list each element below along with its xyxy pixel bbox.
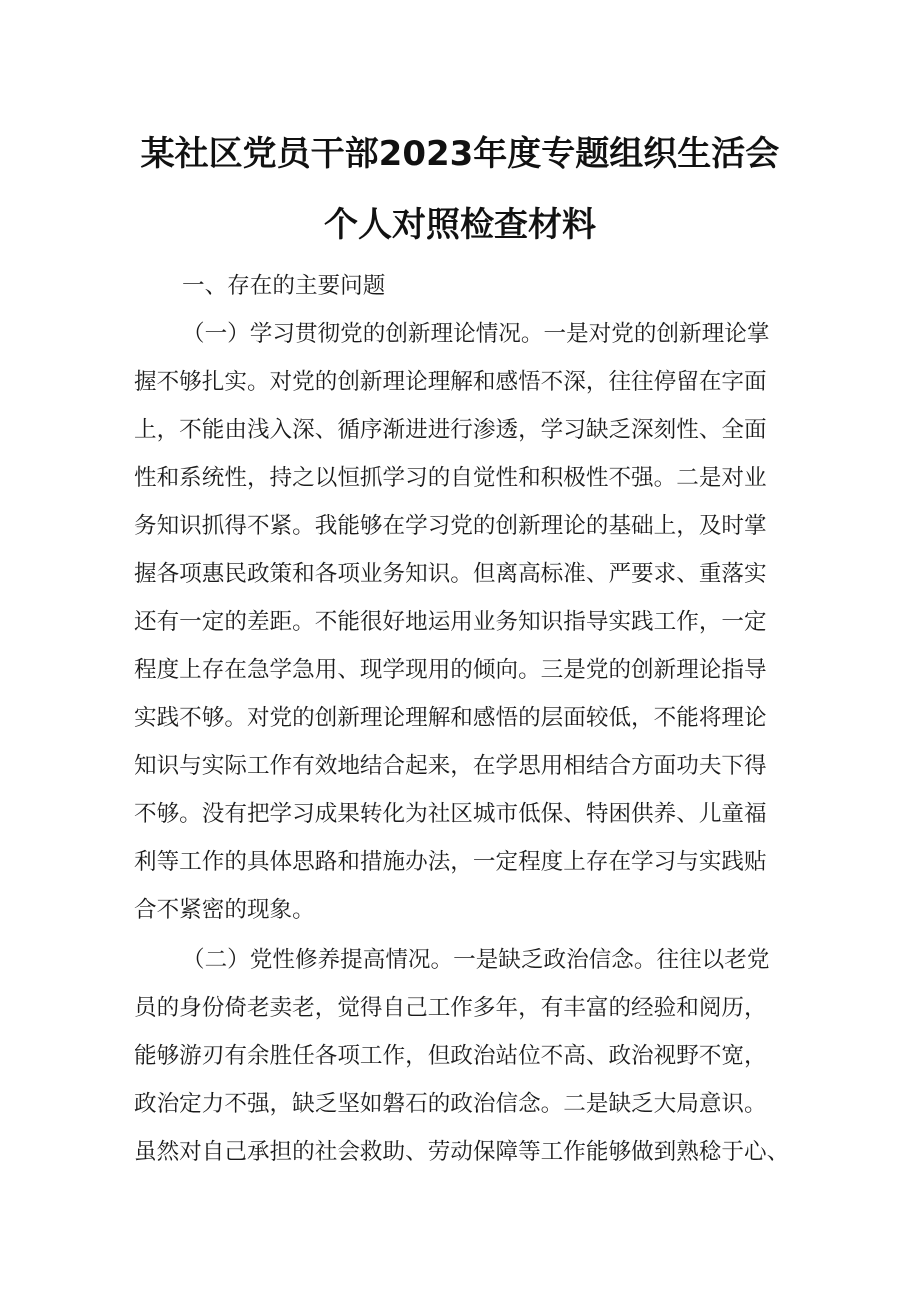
paragraph-1-line: 程度上存在急学急用、现学现用的倾向。三是党的创新理论指导 <box>134 657 767 683</box>
document-title-line-2: 个人对照检查材料 <box>324 205 596 245</box>
paragraph-1-line: 合不紧密的现象。 <box>134 897 315 923</box>
section-heading: 一、存在的主要问题 <box>182 273 386 299</box>
paragraph-2-line: 员的身份倚老卖老，觉得自己工作多年，有丰富的经验和阅历， <box>134 995 767 1021</box>
paragraph-1-line: 上，不能由浅入深、循序渐进进行渗透，学习缺乏深刻性、全面 <box>134 417 767 443</box>
paragraph-1-line: 知识与实际工作有效地结合起来，在学思用相结合方面功夫下得 <box>134 753 767 779</box>
paragraph-1-line: 握不够扎实。对党的创新理论理解和感悟不深，往往停留在字面 <box>134 369 767 395</box>
paragraph-1-line: 握各项惠民政策和各项业务知识。但离高标准、严要求、重落实 <box>134 561 767 587</box>
paragraph-1-line: 性和系统性，持之以恒抓学习的自觉性和积极性不强。二是对业 <box>134 465 767 491</box>
paragraph-2-line: 能够游刃有余胜任各项工作，但政治站位不高、政治视野不宽， <box>134 1043 767 1069</box>
paragraph-2-line: 政治定力不强，缺乏坚如磐石的政治信念。二是缺乏大局意识。 <box>134 1091 767 1117</box>
paragraph-1-line: 还有一定的差距。不能很好地运用业务知识指导实践工作，一定 <box>134 609 767 635</box>
paragraph-2-line: 虽然对自己承担的社会救助、劳动保障等工作能够做到熟稔于心、 <box>134 1139 790 1165</box>
document-title-line-1: 某社区党员干部2023年度专题组织生活会 <box>140 134 780 174</box>
paragraph-2-line: （二）党性修养提高情况。一是缺乏政治信念。往往以老党 <box>182 947 770 973</box>
paragraph-1-line: 不够。没有把学习成果转化为社区城市低保、特困供养、儿童福 <box>134 801 767 827</box>
paragraph-1-line: 务知识抓得不紧。我能够在学习党的创新理论的基础上，及时掌 <box>134 513 767 539</box>
paragraph-1-line: 利等工作的具体思路和措施办法，一定程度上存在学习与实践贴 <box>134 849 767 875</box>
paragraph-1-line: 实践不够。对党的创新理论理解和感悟的层面较低，不能将理论 <box>134 705 767 731</box>
paragraph-1-line: （一）学习贯彻党的创新理论情况。一是对党的创新理论掌 <box>182 321 770 347</box>
